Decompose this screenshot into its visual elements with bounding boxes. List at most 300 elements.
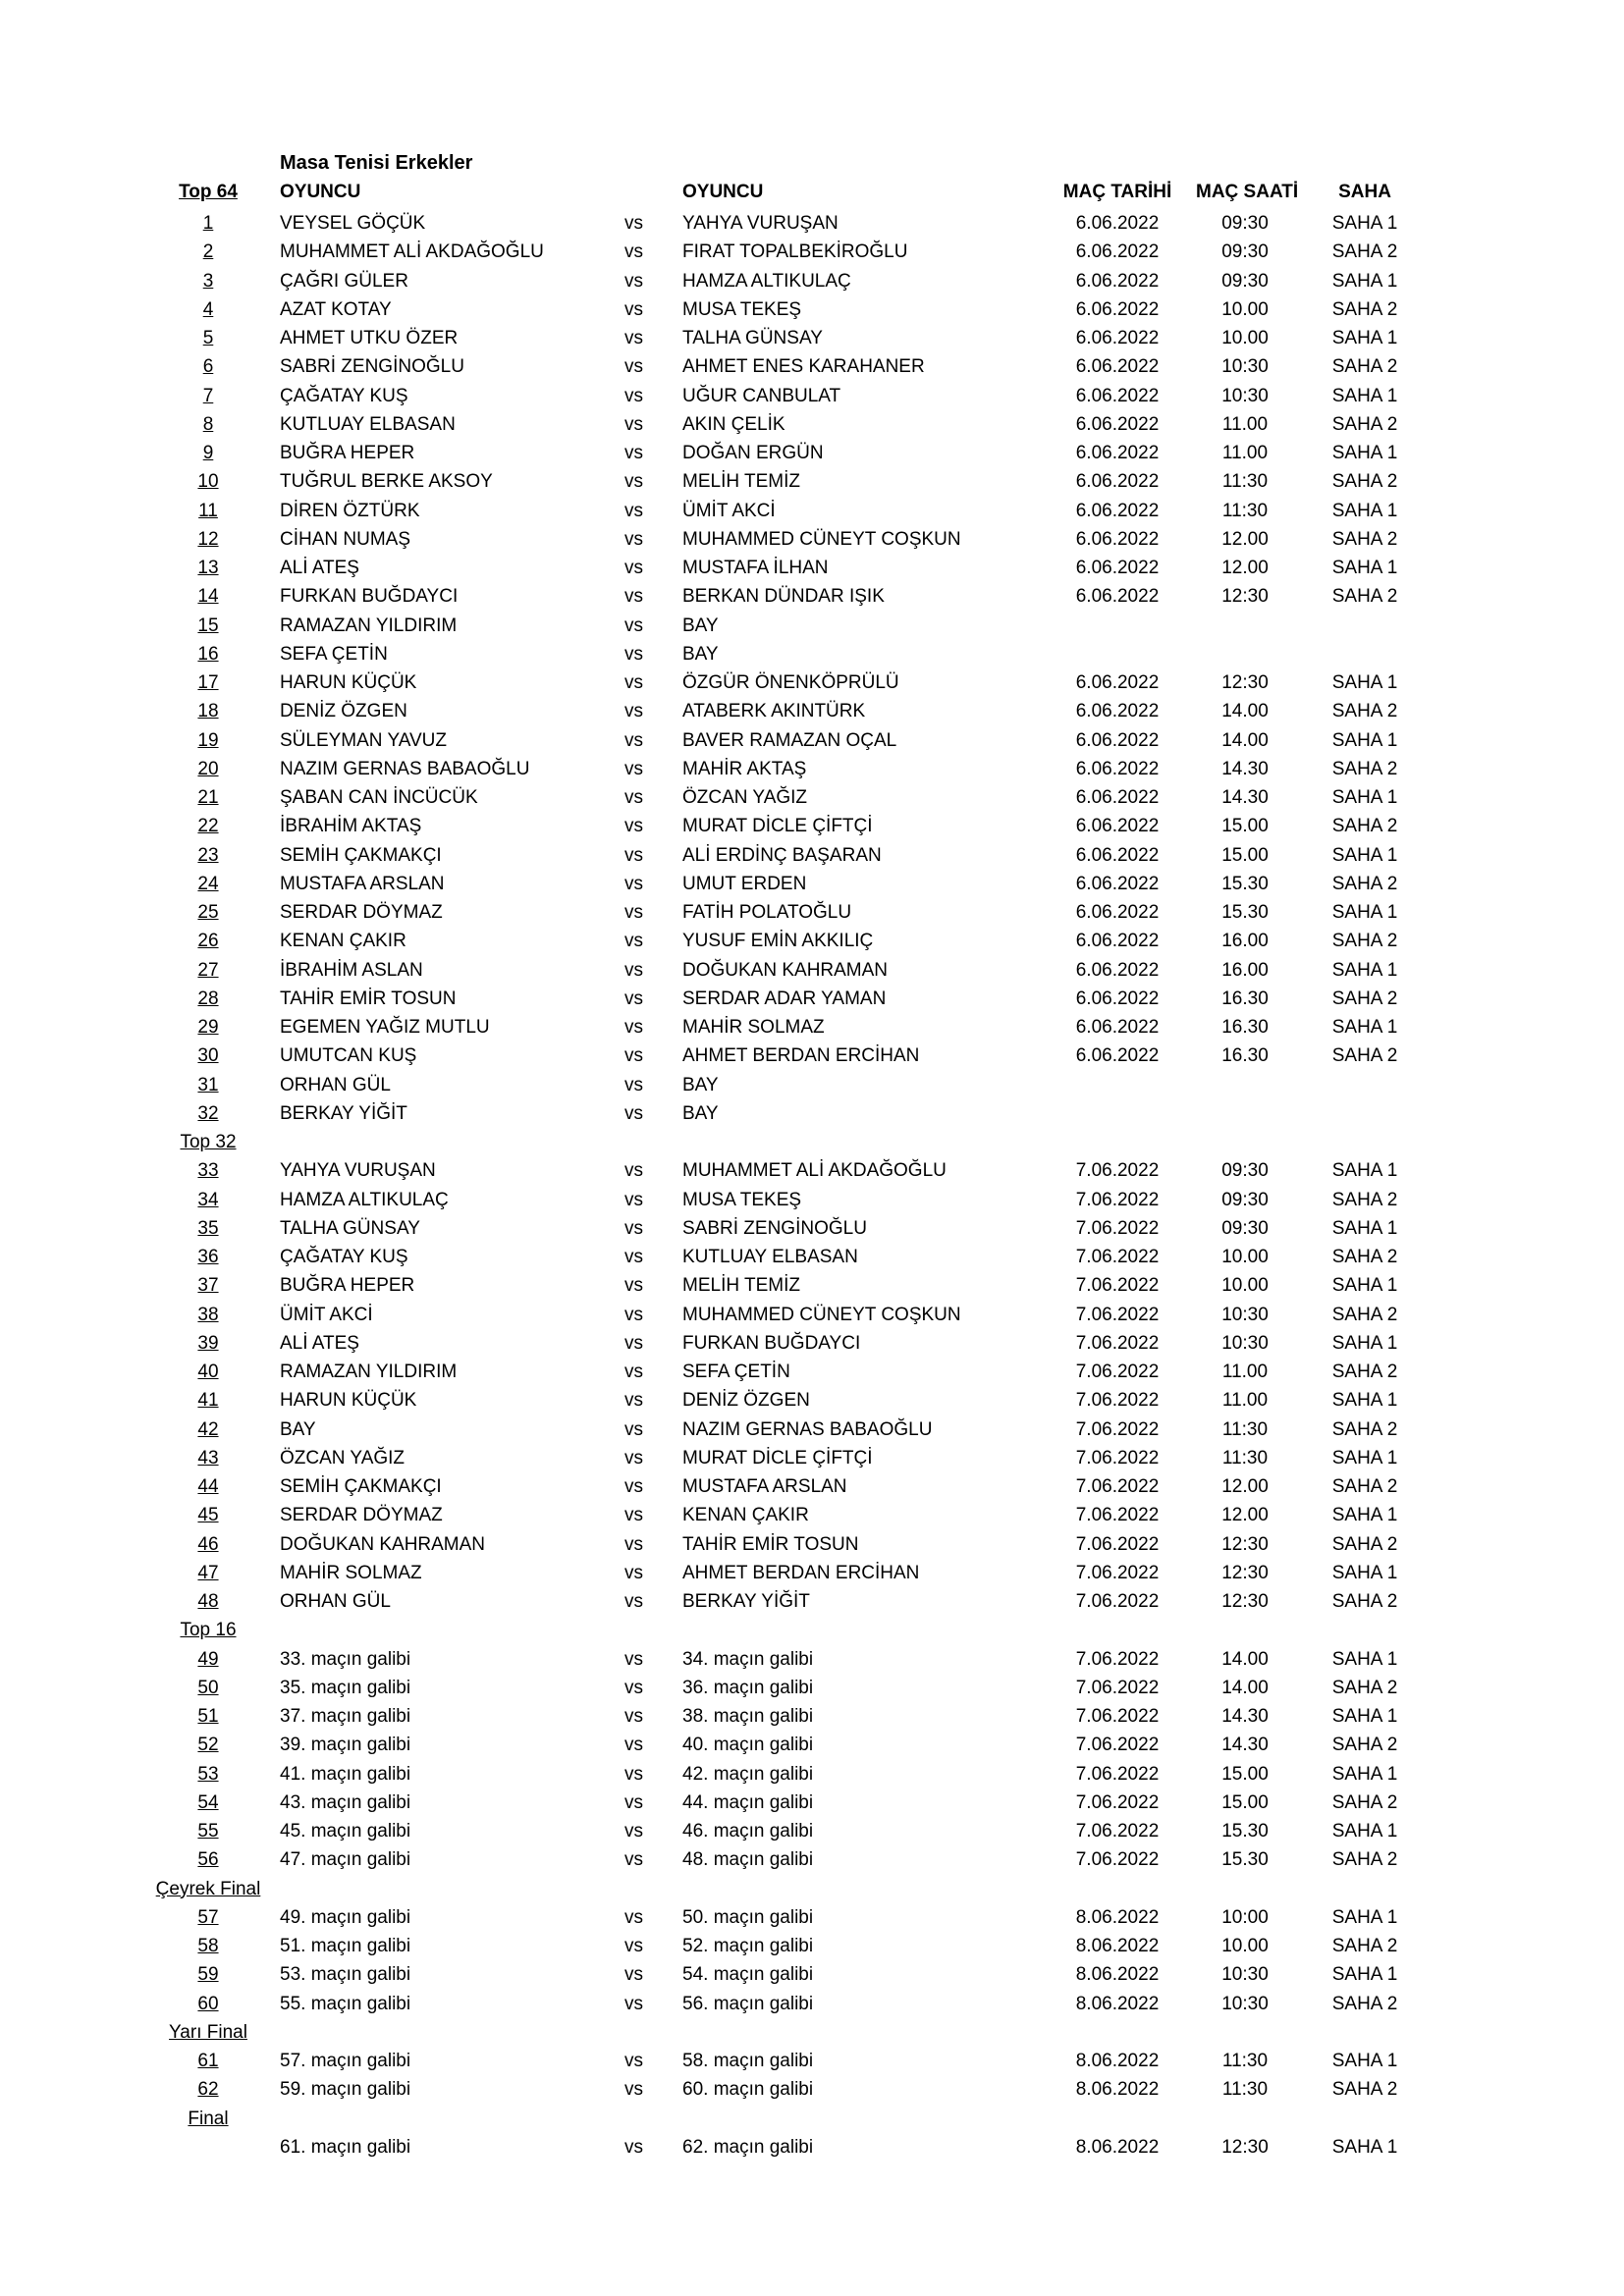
vs-label: vs — [624, 328, 643, 348]
match-row — [0, 1472, 1624, 1501]
player1-name: SERDAR DÖYMAZ — [280, 1505, 443, 1526]
player2-name: ÜMİT AKCİ — [682, 500, 776, 521]
match-time: 12:30 — [1221, 672, 1269, 693]
match-court: SAHA 1 — [1331, 959, 1398, 981]
match-date: 7.06.2022 — [1075, 1706, 1160, 1727]
player2-name: BAVER RAMAZAN OÇAL — [682, 729, 897, 751]
vs-label: vs — [624, 1045, 643, 1067]
section-label: Yarı Final — [169, 2021, 247, 2043]
match-row — [0, 1271, 1624, 1300]
player1-name: SÜLEYMAN YAVUZ — [280, 729, 447, 751]
vs-label: vs — [624, 1964, 643, 1986]
vs-label: vs — [624, 729, 643, 751]
vs-label: vs — [624, 270, 643, 292]
match-row — [0, 1386, 1624, 1415]
match-number: 43 — [197, 1447, 219, 1468]
player1-name: 49. maçın galibi — [280, 1906, 411, 1928]
player1-name: 55. maçın galibi — [280, 1993, 411, 2014]
match-row — [0, 410, 1624, 439]
match-number: 2 — [202, 241, 214, 263]
match-row — [0, 1501, 1624, 1529]
match-time: 16.00 — [1221, 959, 1269, 981]
match-time: 09:30 — [1221, 1217, 1269, 1239]
match-time: 15.00 — [1221, 1791, 1269, 1813]
match-time: 10.00 — [1221, 1275, 1269, 1297]
match-time: 14.30 — [1221, 1735, 1269, 1756]
match-number: 60 — [197, 1993, 219, 2014]
match-court: SAHA 2 — [1331, 1362, 1398, 1382]
match-row — [0, 841, 1624, 870]
match-court: SAHA 1 — [1331, 270, 1398, 292]
match-number: 54 — [197, 1791, 219, 1813]
match-row — [0, 812, 1624, 840]
match-court: SAHA 1 — [1331, 1964, 1398, 1986]
vs-label: vs — [624, 1017, 643, 1038]
match-court: SAHA 1 — [1331, 500, 1398, 521]
match-row — [0, 1760, 1624, 1789]
player2-name: MUHAMMET ALİ AKDAĞOĞLU — [682, 1160, 947, 1182]
player1-name: 35. maçın galibi — [280, 1677, 411, 1698]
player1-name: 51. maçın galibi — [280, 1936, 411, 1956]
vs-label: vs — [624, 1735, 643, 1756]
match-row — [0, 1702, 1624, 1731]
player2-name: 52. maçın galibi — [682, 1936, 814, 1956]
player1-name: SERDAR DÖYMAZ — [280, 902, 443, 923]
vs-label: vs — [624, 1275, 643, 1297]
match-court: SAHA 1 — [1331, 2051, 1398, 2071]
match-date: 7.06.2022 — [1075, 1332, 1160, 1354]
match-row — [0, 467, 1624, 496]
match-row — [0, 755, 1624, 783]
match-court: SAHA 2 — [1331, 528, 1398, 550]
match-number: 3 — [202, 270, 214, 292]
time-header: MAÇ SAATİ — [1196, 182, 1299, 202]
vs-label: vs — [624, 1447, 643, 1468]
match-time: 15.00 — [1221, 844, 1269, 866]
vs-label: vs — [624, 1791, 643, 1813]
match-number: 22 — [197, 816, 219, 837]
player2-name: BERKAN DÜNDAR IŞIK — [682, 586, 885, 608]
match-court: SAHA 1 — [1331, 672, 1398, 693]
match-court: SAHA 1 — [1331, 1160, 1398, 1182]
match-row — [0, 1186, 1624, 1214]
match-row — [0, 1817, 1624, 1845]
vs-label: vs — [624, 413, 643, 435]
player2-name: FURKAN BUĞDAYCI — [682, 1332, 861, 1354]
player2-name: BAY — [682, 1102, 719, 1124]
match-number: 18 — [197, 701, 219, 722]
match-row — [0, 382, 1624, 410]
player1-name: 47. maçın galibi — [280, 1849, 411, 1871]
vs-label: vs — [624, 2136, 643, 2158]
match-number: 7 — [202, 385, 214, 406]
vs-label: vs — [624, 1390, 643, 1412]
match-number: 33 — [197, 1160, 219, 1182]
match-number: 34 — [197, 1189, 219, 1210]
match-date: 8.06.2022 — [1075, 2136, 1160, 2158]
match-row — [0, 697, 1624, 725]
match-court: SAHA 2 — [1331, 816, 1398, 837]
player2-name: MAHİR SOLMAZ — [682, 1017, 825, 1038]
player2-name: 56. maçın galibi — [682, 1993, 814, 2014]
match-court: SAHA 1 — [1331, 729, 1398, 751]
match-row — [0, 1789, 1624, 1817]
match-row — [0, 1214, 1624, 1243]
vs-label: vs — [624, 471, 643, 493]
match-court: SAHA 2 — [1331, 1677, 1398, 1698]
match-time: 09:30 — [1221, 1160, 1269, 1182]
player2-name: 62. maçın galibi — [682, 2136, 814, 2158]
player2-name: 48. maçın galibi — [682, 1849, 814, 1871]
vs-label: vs — [624, 1677, 643, 1698]
match-time: 15.00 — [1221, 1763, 1269, 1785]
match-number: 46 — [197, 1533, 219, 1555]
player1-name: SEMİH ÇAKMAKÇI — [280, 1476, 442, 1497]
match-court: SAHA 2 — [1331, 2079, 1398, 2101]
match-number: 26 — [197, 931, 219, 952]
player1-name: ÇAĞATAY KUŞ — [280, 1247, 408, 1267]
match-number: 48 — [197, 1591, 219, 1612]
match-row — [0, 668, 1624, 697]
match-number: 29 — [197, 1017, 219, 1038]
match-row — [0, 783, 1624, 812]
match-date: 6.06.2022 — [1075, 558, 1160, 578]
match-court: SAHA 2 — [1331, 931, 1398, 952]
match-time: 11:30 — [1221, 500, 1269, 521]
match-number: 21 — [197, 787, 219, 808]
vs-label: vs — [624, 1189, 643, 1210]
match-row — [0, 525, 1624, 554]
match-time: 09:30 — [1221, 241, 1269, 263]
match-time: 10:30 — [1221, 356, 1269, 378]
player2-name: MUSA TEKEŞ — [682, 298, 802, 320]
match-number: 62 — [197, 2079, 219, 2101]
match-row — [0, 554, 1624, 582]
vs-label: vs — [624, 1648, 643, 1670]
match-court: SAHA 1 — [1331, 558, 1398, 578]
match-number: 42 — [197, 1418, 219, 1440]
match-time: 15.30 — [1221, 902, 1269, 923]
vs-label: vs — [624, 1160, 643, 1182]
match-time: 14.00 — [1221, 1648, 1269, 1670]
match-court: SAHA 2 — [1331, 758, 1398, 779]
match-date: 6.06.2022 — [1075, 873, 1160, 894]
match-court: SAHA 1 — [1331, 213, 1398, 234]
match-date: 8.06.2022 — [1075, 1964, 1160, 1986]
match-court: SAHA 1 — [1331, 443, 1398, 463]
player1-name: AZAT KOTAY — [280, 298, 392, 320]
match-number: 44 — [197, 1476, 219, 1497]
player2-name: FATİH POLATOĞLU — [682, 902, 852, 923]
player2-name: MURAT DİCLE ÇİFTÇİ — [682, 1447, 873, 1468]
match-date: 6.06.2022 — [1075, 528, 1160, 550]
vs-label: vs — [624, 2079, 643, 2101]
match-court: SAHA 2 — [1331, 1849, 1398, 1871]
match-number: 6 — [202, 356, 214, 378]
player1-name: SABRİ ZENGİNOĞLU — [280, 356, 464, 378]
round-header-top64: Top 64 — [179, 182, 238, 202]
vs-label: vs — [624, 528, 643, 550]
match-number: 11 — [198, 500, 218, 521]
match-number: 20 — [197, 758, 219, 779]
match-date: 7.06.2022 — [1075, 1304, 1160, 1325]
match-date: 8.06.2022 — [1075, 2051, 1160, 2071]
match-court: SAHA 2 — [1331, 471, 1398, 493]
match-date: 6.06.2022 — [1075, 729, 1160, 751]
match-row — [0, 898, 1624, 927]
vs-label: vs — [624, 1247, 643, 1267]
match-date: 6.06.2022 — [1075, 443, 1160, 463]
player2-name: MAHİR AKTAŞ — [682, 758, 807, 779]
player2-name: HAMZA ALTIKULAÇ — [682, 270, 851, 292]
date-header: MAÇ TARİHİ — [1062, 182, 1172, 202]
match-time: 10:00 — [1221, 1906, 1269, 1928]
player1-name: DOĞUKAN KAHRAMAN — [280, 1533, 486, 1555]
player1-name: 53. maçın galibi — [280, 1964, 411, 1986]
match-time: 10:30 — [1221, 1964, 1269, 1986]
vs-label: vs — [624, 643, 643, 665]
player2-name: AKIN ÇELİK — [682, 413, 785, 435]
match-date: 7.06.2022 — [1075, 1505, 1160, 1526]
player2-name: FIRAT TOPALBEKİROĞLU — [682, 241, 908, 263]
match-time: 10:30 — [1221, 1304, 1269, 1325]
match-time: 12.00 — [1221, 1505, 1269, 1526]
vs-label: vs — [624, 988, 643, 1009]
player1-name: ALİ ATEŞ — [280, 558, 359, 578]
match-row — [0, 1559, 1624, 1587]
player1-name: KUTLUAY ELBASAN — [280, 413, 456, 435]
match-time: 11.00 — [1221, 413, 1269, 435]
player1-name: MUSTAFA ARSLAN — [280, 873, 445, 894]
player2-name: TAHİR EMİR TOSUN — [682, 1533, 859, 1555]
player1-name: BERKAY YİĞİT — [280, 1102, 407, 1124]
match-court: SAHA 2 — [1331, 1418, 1398, 1440]
vs-label: vs — [624, 931, 643, 952]
match-row — [0, 1415, 1624, 1444]
match-court: SAHA 2 — [1331, 1304, 1398, 1325]
match-time: 10.00 — [1221, 1936, 1269, 1956]
match-court: SAHA 1 — [1331, 1648, 1398, 1670]
match-row — [0, 1587, 1624, 1616]
match-number: 13 — [197, 558, 219, 578]
match-court: SAHA 1 — [1331, 1390, 1398, 1412]
match-court: SAHA 2 — [1331, 1045, 1398, 1067]
player2-name: MUHAMMED CÜNEYT COŞKUN — [682, 1304, 961, 1325]
match-date: 7.06.2022 — [1075, 1217, 1160, 1239]
player1-name: MAHİR SOLMAZ — [280, 1562, 422, 1583]
match-time: 12:30 — [1221, 1533, 1269, 1555]
match-number: 37 — [197, 1275, 219, 1297]
match-number: 27 — [197, 959, 219, 981]
vs-label: vs — [624, 1763, 643, 1785]
match-row — [0, 1645, 1624, 1674]
match-time: 12:30 — [1221, 2136, 1269, 2158]
match-time: 11:30 — [1221, 1447, 1269, 1468]
player1-name: 61. maçın galibi — [280, 2136, 411, 2158]
match-time: 16.30 — [1221, 988, 1269, 1009]
match-time: 11:30 — [1221, 2079, 1269, 2101]
player1-name: ORHAN GÜL — [280, 1591, 391, 1612]
player1-name: 43. maçın galibi — [280, 1791, 411, 1813]
match-date: 7.06.2022 — [1075, 1735, 1160, 1756]
court-header: SAHA — [1338, 182, 1391, 202]
vs-label: vs — [624, 586, 643, 608]
player2-name: BAY — [682, 1074, 719, 1095]
match-date: 6.06.2022 — [1075, 672, 1160, 693]
player2-name: YUSUF EMİN AKKILIÇ — [682, 931, 874, 952]
player2-name: 44. maçın galibi — [682, 1791, 814, 1813]
match-row — [0, 439, 1624, 467]
vs-label: vs — [624, 500, 643, 521]
match-time: 12:30 — [1221, 586, 1269, 608]
match-date: 6.06.2022 — [1075, 270, 1160, 292]
page-title: Masa Tenisi Erkekler — [280, 152, 473, 174]
player2-name: TALHA GÜNSAY — [682, 328, 823, 348]
player1-name: 33. maçın galibi — [280, 1648, 411, 1670]
match-time: 11:30 — [1221, 471, 1269, 493]
match-time: 14.30 — [1221, 787, 1269, 808]
player1-name: RAMAZAN YILDIRIM — [280, 1362, 458, 1382]
match-number: 12 — [197, 528, 219, 550]
player2-name: KENAN ÇAKIR — [682, 1505, 809, 1526]
player1-name: ÖZCAN YAĞIZ — [280, 1447, 406, 1468]
match-court: SAHA 2 — [1331, 1476, 1398, 1497]
match-number: 30 — [197, 1045, 219, 1067]
match-date: 6.06.2022 — [1075, 758, 1160, 779]
player2-name: DOĞUKAN KAHRAMAN — [682, 959, 889, 981]
player1-name: TALHA GÜNSAY — [280, 1217, 420, 1239]
player2-name: UĞUR CANBULAT — [682, 385, 841, 406]
match-date: 6.06.2022 — [1075, 931, 1160, 952]
player1-name: BAY — [280, 1418, 316, 1440]
match-court: SAHA 1 — [1331, 902, 1398, 923]
match-date: 7.06.2022 — [1075, 1821, 1160, 1842]
match-date: 6.06.2022 — [1075, 816, 1160, 837]
match-court: SAHA 2 — [1331, 586, 1398, 608]
match-time: 11:30 — [1221, 2051, 1269, 2071]
match-number: 14 — [197, 586, 219, 608]
match-date: 6.06.2022 — [1075, 241, 1160, 263]
player2-name: 46. maçın galibi — [682, 1821, 814, 1842]
match-time: 15.00 — [1221, 816, 1269, 837]
match-number: 59 — [197, 1964, 219, 1986]
match-date: 7.06.2022 — [1075, 1562, 1160, 1583]
vs-label: vs — [624, 1993, 643, 2014]
match-number: 41 — [197, 1390, 219, 1412]
match-number: 4 — [202, 298, 214, 320]
match-court: SAHA 1 — [1331, 1275, 1398, 1297]
match-number: 52 — [197, 1735, 219, 1756]
player2-name: 60. maçın galibi — [682, 2079, 814, 2101]
match-date: 8.06.2022 — [1075, 1936, 1160, 1956]
match-court: SAHA 1 — [1331, 1017, 1398, 1038]
match-court: SAHA 1 — [1331, 1447, 1398, 1468]
match-date: 7.06.2022 — [1075, 1189, 1160, 1210]
match-number: 15 — [197, 614, 219, 636]
vs-label: vs — [624, 1562, 643, 1583]
match-number: 40 — [197, 1362, 219, 1382]
match-row — [0, 612, 1624, 640]
match-row — [0, 640, 1624, 668]
match-time: 15.30 — [1221, 1849, 1269, 1871]
match-number: 25 — [197, 902, 219, 923]
player1-name: DİREN ÖZTÜRK — [280, 500, 420, 521]
match-court: SAHA 1 — [1331, 385, 1398, 406]
section-label: Çeyrek Final — [155, 1878, 261, 1899]
match-time: 10:30 — [1221, 385, 1269, 406]
vs-label: vs — [624, 1074, 643, 1095]
match-date: 7.06.2022 — [1075, 1418, 1160, 1440]
match-time: 16.30 — [1221, 1045, 1269, 1067]
match-number: 51 — [197, 1706, 219, 1727]
match-court: SAHA 1 — [1331, 844, 1398, 866]
player1-name: 39. maçın galibi — [280, 1735, 411, 1756]
match-time: 09:30 — [1221, 270, 1269, 292]
player2-name: 54. maçın galibi — [682, 1964, 814, 1986]
player2-name: ÖZGÜR ÖNENKÖPRÜLÜ — [682, 672, 899, 693]
match-time: 10.00 — [1221, 1247, 1269, 1267]
match-court: SAHA 1 — [1331, 1505, 1398, 1526]
match-row — [0, 324, 1624, 352]
match-number: 16 — [197, 643, 219, 665]
player2-name: DOĞAN ERGÜN — [682, 443, 824, 463]
match-court: SAHA 2 — [1331, 1533, 1398, 1555]
match-row — [0, 267, 1624, 295]
vs-label: vs — [624, 1706, 643, 1727]
match-date: 6.06.2022 — [1075, 988, 1160, 1009]
match-court: SAHA 2 — [1331, 298, 1398, 320]
match-date: 7.06.2022 — [1075, 1247, 1160, 1267]
match-time: 10:30 — [1221, 1993, 1269, 2014]
match-number: 50 — [197, 1677, 219, 1698]
player1-name: ÇAĞATAY KUŞ — [280, 385, 408, 406]
match-row — [0, 1444, 1624, 1472]
match-date: 6.06.2022 — [1075, 328, 1160, 348]
match-time: 11.00 — [1221, 1390, 1269, 1412]
player2-name: MUSTAFA İLHAN — [682, 558, 829, 578]
match-row — [0, 1301, 1624, 1329]
match-court: SAHA 1 — [1331, 787, 1398, 808]
player2-name: MUSA TEKEŞ — [682, 1189, 802, 1210]
vs-label: vs — [624, 356, 643, 378]
player2-name: 40. maçın galibi — [682, 1735, 814, 1756]
player2-name: KUTLUAY ELBASAN — [682, 1247, 858, 1267]
vs-label: vs — [624, 1102, 643, 1124]
match-date: 6.06.2022 — [1075, 787, 1160, 808]
match-number: 23 — [197, 844, 219, 866]
player2-name: 58. maçın galibi — [682, 2051, 814, 2071]
player2-name: ATABERK AKINTÜRK — [682, 701, 866, 722]
vs-label: vs — [624, 1418, 643, 1440]
player1-name: SEFA ÇETİN — [280, 643, 388, 665]
match-court: SAHA 2 — [1331, 1189, 1398, 1210]
match-court: SAHA 1 — [1331, 1763, 1398, 1785]
match-row — [0, 2075, 1624, 2104]
match-row — [0, 956, 1624, 985]
match-row — [0, 1041, 1624, 1070]
player2-name: BAY — [682, 643, 719, 665]
match-row — [0, 2047, 1624, 2075]
match-number: 5 — [202, 328, 214, 348]
player2-name: MUHAMMED CÜNEYT COŞKUN — [682, 528, 961, 550]
match-time: 11.00 — [1221, 1362, 1269, 1382]
player2-header: OYUNCU — [682, 182, 764, 202]
player2-name: ÖZCAN YAĞIZ — [682, 787, 808, 808]
match-court: SAHA 2 — [1331, 241, 1398, 263]
vs-label: vs — [624, 873, 643, 894]
match-court: SAHA 1 — [1331, 1217, 1398, 1239]
vs-label: vs — [624, 701, 643, 722]
